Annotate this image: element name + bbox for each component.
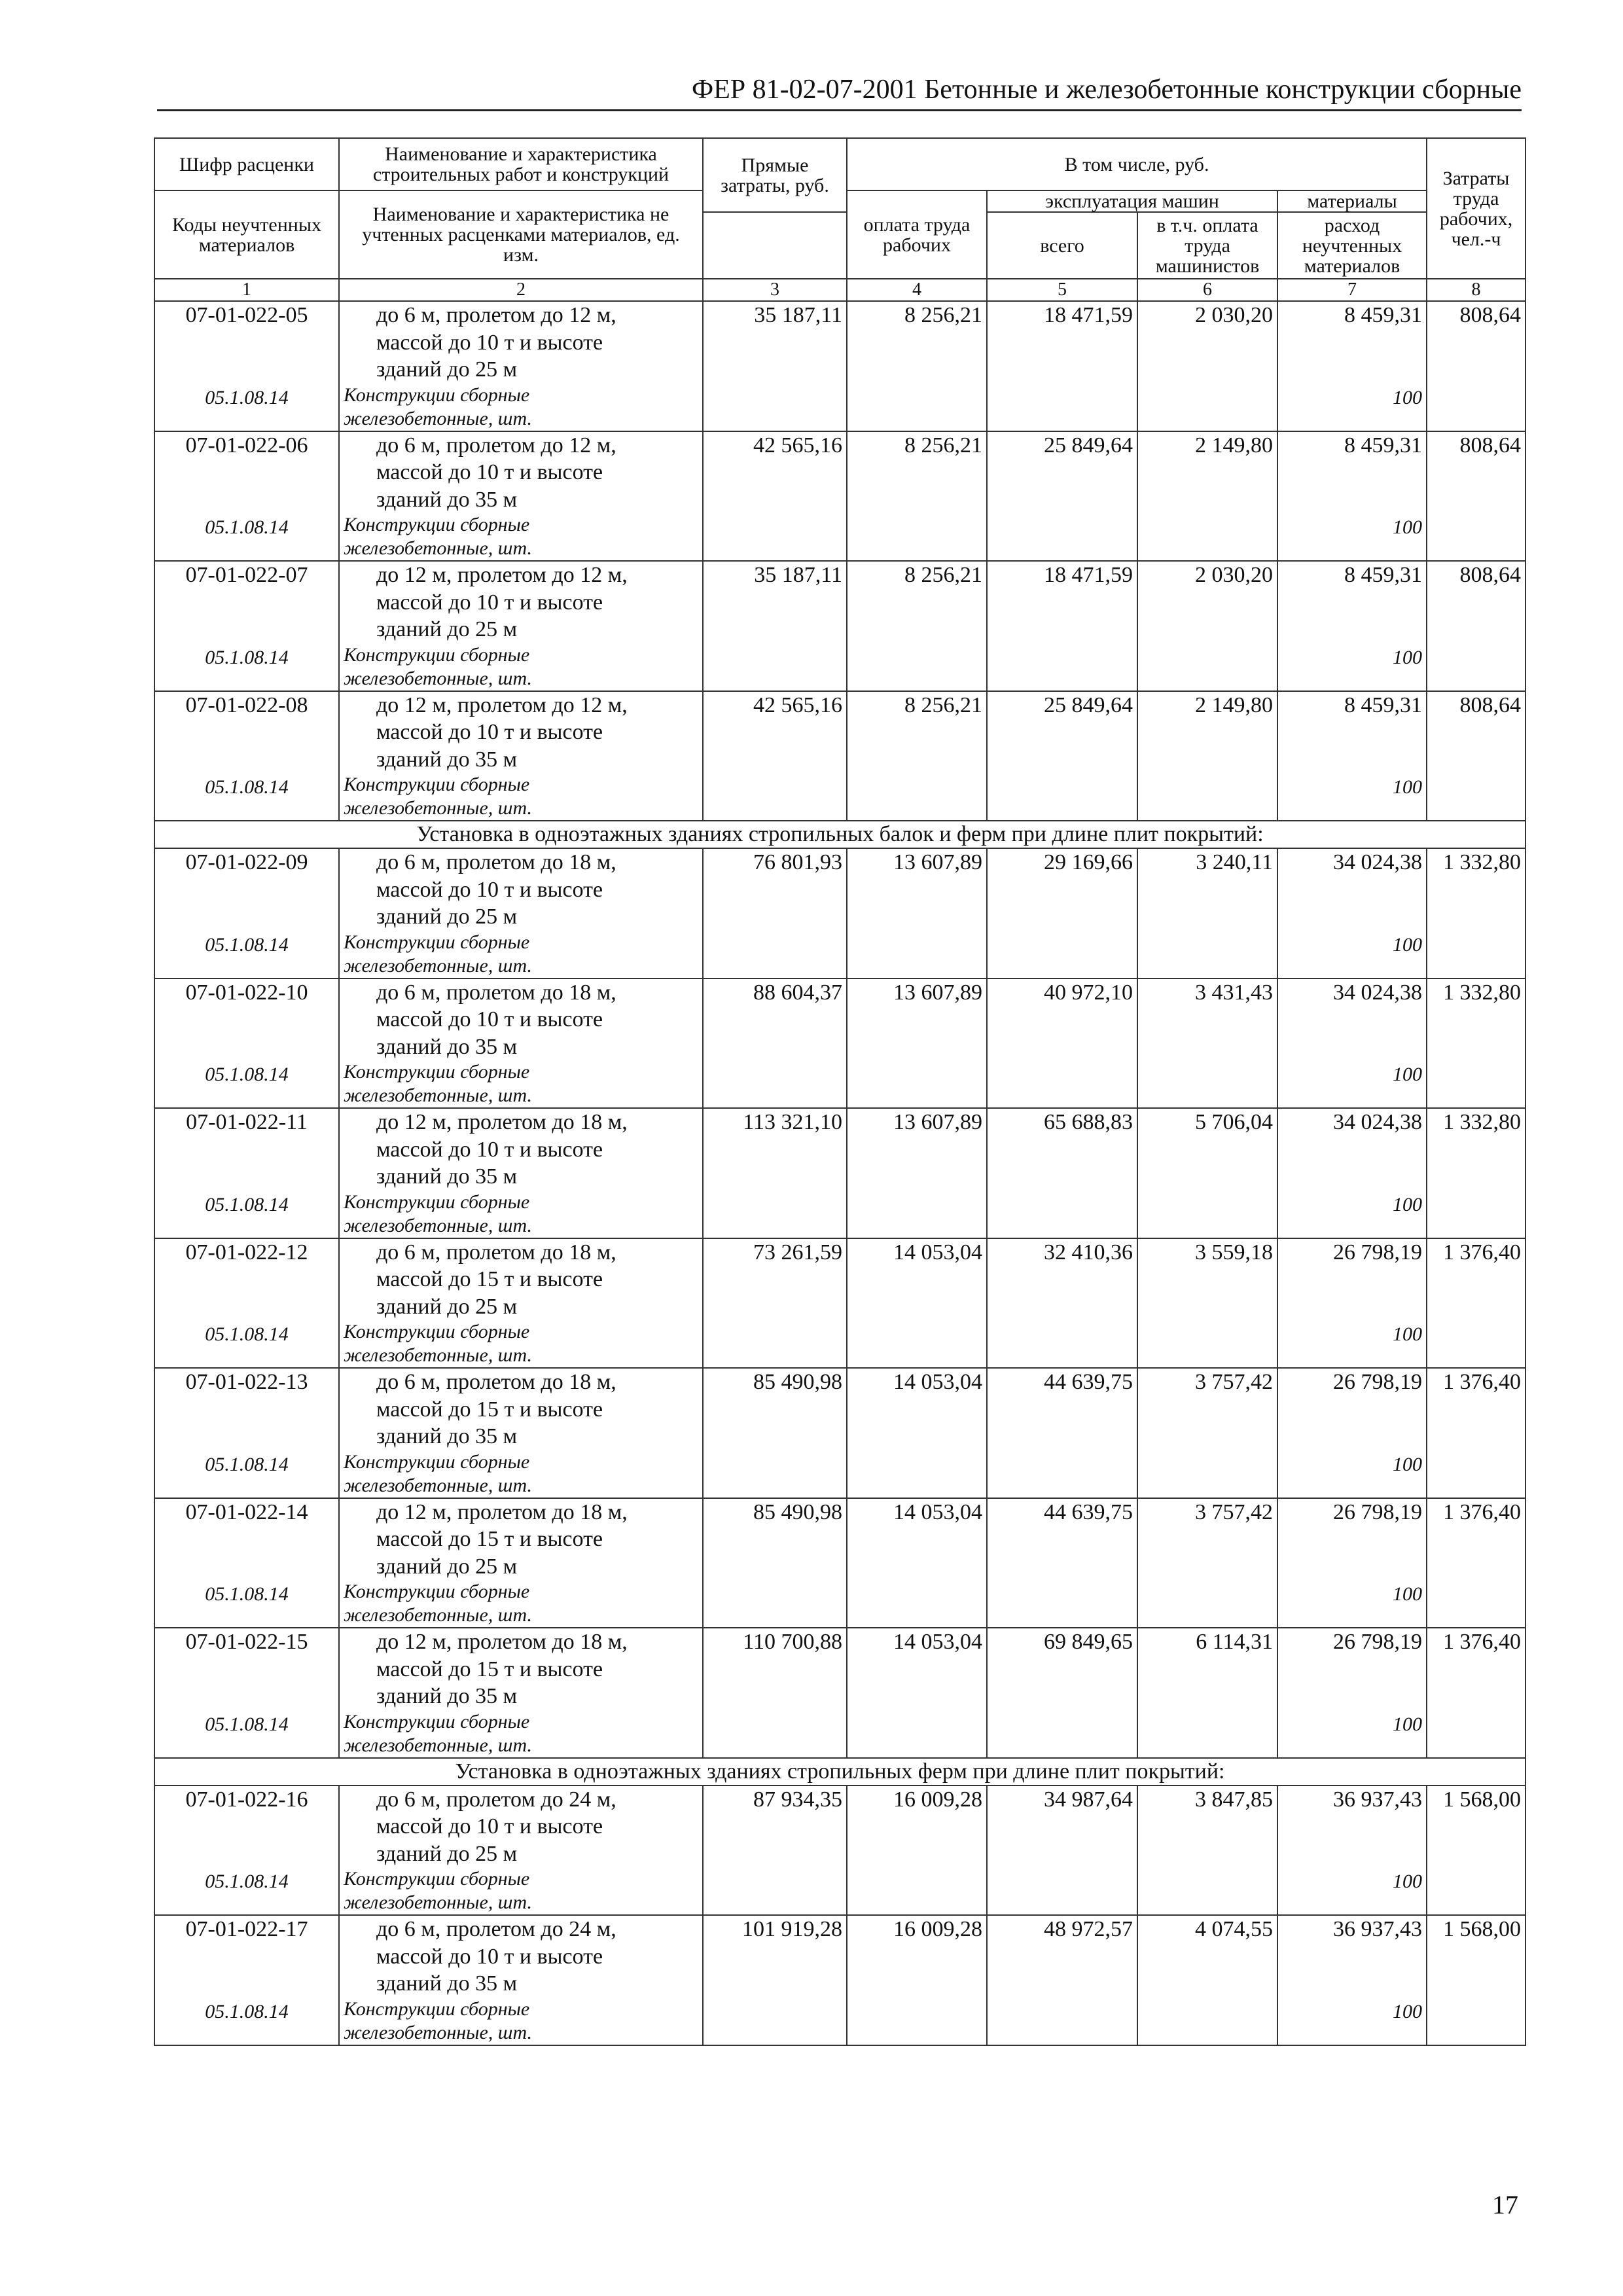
column-numbers: [154, 279, 1525, 301]
labor-costs: 8 256,21: [847, 691, 987, 821]
rate-code-cell: [154, 431, 339, 562]
rate-row: [154, 561, 1525, 691]
machine-costs: 65 688,83: [987, 1108, 1137, 1238]
material-name: Конструкции сборные: [344, 1710, 530, 1732]
rate-name-line: зданий до 25 м: [376, 1554, 518, 1579]
material-name-unit: железобетонные, шт.: [344, 797, 532, 819]
rate-code-cell: [154, 848, 339, 978]
head-unaccounted: расход неучтенных материалов: [1277, 212, 1427, 279]
material-costs-cell: [1277, 691, 1427, 821]
material-code: 05.1.08.14: [205, 2000, 289, 2022]
material-name-unit: железобетонные, шт.: [344, 537, 532, 559]
material-code: 05.1.08.14: [205, 646, 289, 668]
labor-hours: 808,64: [1427, 431, 1525, 562]
operator-costs: 2 149,80: [1137, 691, 1277, 821]
rate-code-cell: [154, 561, 339, 691]
rate-code-cell: [154, 301, 339, 431]
machine-costs: 18 471,59: [987, 301, 1137, 431]
rate-name-line: массой до 15 т и высоте: [376, 1657, 603, 1681]
rate-name-line: зданий до 35 м: [376, 1034, 518, 1059]
head-hours: Затраты труда рабочих, чел.-ч: [1427, 138, 1525, 279]
machine-costs: 32 410,36: [987, 1238, 1137, 1369]
rate-name-line: до 6 м, пролетом до 18 м,: [376, 850, 616, 874]
operator-costs: 4 074,55: [1137, 1915, 1277, 2045]
rate-name-line: до 6 м, пролетом до 12 м,: [376, 303, 616, 327]
col-num-7: 7: [1277, 279, 1427, 301]
labor-hours: 1 332,80: [1427, 848, 1525, 978]
labor-costs: 14 053,04: [847, 1498, 987, 1628]
direct-costs: 73 261,59: [703, 1238, 847, 1369]
material-name: Конструкции сборные: [344, 1061, 530, 1083]
material-name: Конструкции сборные: [344, 1998, 530, 2020]
col-num-4: 4: [847, 279, 987, 301]
material-costs-cell: [1277, 1628, 1427, 1758]
material-costs: 26 798,19: [1333, 1499, 1423, 1524]
material-name: Конструкции сборные: [344, 774, 530, 795]
material-name: Конструкции сборные: [344, 514, 530, 535]
material-quantity: 100: [1393, 1583, 1423, 1605]
material-costs-cell: [1277, 301, 1427, 431]
rate-name-line: до 12 м, пролетом до 18 м,: [376, 1630, 628, 1654]
col-num-8: 8: [1427, 279, 1525, 301]
rate-name-line: до 6 м, пролетом до 12 м,: [376, 433, 616, 457]
rate-name-line: массой до 10 т и высоте: [376, 460, 603, 484]
labor-costs: 16 009,28: [847, 1785, 987, 1916]
rates-table: [154, 137, 1526, 2046]
rate-name-cell: [339, 1915, 703, 2045]
rate-name-cell: [339, 1498, 703, 1628]
direct-costs: 76 801,93: [703, 848, 847, 978]
material-code: 05.1.08.14: [205, 1713, 289, 1735]
head-name: Наименование и характеристика строительных работ и конструкций: [339, 138, 703, 190]
material-quantity: 100: [1393, 1323, 1423, 1345]
rate-name-line: до 6 м, пролетом до 18 м,: [376, 1240, 616, 1265]
material-costs-cell: [1277, 1915, 1427, 2045]
material-code: 05.1.08.14: [205, 933, 289, 956]
material-name-unit: железобетонные, шт.: [344, 1344, 532, 1366]
rate-name-cell: [339, 691, 703, 821]
material-code: 05.1.08.14: [205, 1193, 289, 1215]
rate-name-cell: [339, 1108, 703, 1238]
labor-costs: 13 607,89: [847, 1108, 987, 1238]
labor-costs: 14 053,04: [847, 1238, 987, 1369]
machine-costs: 18 471,59: [987, 561, 1137, 691]
rate-row: [154, 1238, 1525, 1369]
running-header: [157, 75, 1522, 111]
material-quantity: 100: [1393, 1713, 1423, 1735]
operator-costs: 3 757,42: [1137, 1368, 1277, 1498]
material-code: 05.1.08.14: [205, 1871, 289, 1892]
material-name-unit: железобетонные, шт.: [344, 1892, 532, 1913]
col-num-5: 5: [987, 279, 1137, 301]
rate-row: [154, 1915, 1525, 2045]
head-direct: Прямые затраты, руб.: [703, 138, 847, 212]
head-group: В том числе, руб.: [847, 138, 1427, 190]
rate-name-line: массой до 15 т и высоте: [376, 1267, 603, 1291]
material-name-unit: железобетонные, шт.: [344, 1214, 532, 1236]
rate-name-line: массой до 10 т и высоте: [376, 1007, 603, 1031]
direct-costs: 35 187,11: [703, 561, 847, 691]
rate-name-line: зданий до 25 м: [376, 357, 518, 382]
direct-costs: 85 490,98: [703, 1368, 847, 1498]
machine-costs: 44 639,75: [987, 1498, 1137, 1628]
rate-row: [154, 1108, 1525, 1238]
material-name-unit: железобетонные, шт.: [344, 407, 532, 429]
rate-name-cell: [339, 561, 703, 691]
rate-name-line: зданий до 35 м: [376, 1164, 518, 1189]
material-name: Конструкции сборные: [344, 1450, 530, 1473]
rate-row: [154, 1628, 1525, 1758]
rate-name-line: массой до 10 т и высоте: [376, 720, 603, 744]
head-materials: материалы: [1277, 190, 1427, 212]
col-num-2: 2: [339, 279, 703, 301]
rate-name-line: массой до 10 т и высоте: [376, 330, 603, 355]
labor-hours: 1 376,40: [1427, 1628, 1525, 1758]
rate-name-cell: [339, 1368, 703, 1498]
operator-costs: 3 757,42: [1137, 1498, 1277, 1628]
head-mat-name: Наименование и характеристика не учтенных расценками материалов, ед. изм.: [339, 190, 703, 279]
rate-name-line: до 6 м, пролетом до 24 м,: [376, 1917, 616, 1941]
direct-costs: 101 919,28: [703, 1915, 847, 2045]
rate-row: [154, 978, 1525, 1109]
direct-costs: 113 321,10: [703, 1108, 847, 1238]
material-quantity: 100: [1393, 2000, 1423, 2022]
labor-costs: 8 256,21: [847, 431, 987, 562]
rate-code-cell: [154, 1108, 339, 1238]
labor-hours: 1 332,80: [1427, 1108, 1525, 1238]
rate-name-cell: [339, 431, 703, 562]
material-name-unit: железобетонные, шт.: [344, 667, 532, 689]
rate-name-line: зданий до 35 м: [376, 747, 518, 772]
rate-row: [154, 848, 1525, 978]
rate-code-cell: [154, 1915, 339, 2045]
rate-name-line: массой до 15 т и высоте: [376, 1397, 603, 1422]
head-operators: в т.ч. оплата труда машинистов: [1137, 212, 1277, 279]
material-name-unit: железобетонные, шт.: [344, 1474, 532, 1496]
labor-costs: 8 256,21: [847, 301, 987, 431]
material-name: Конструкции сборные: [344, 384, 530, 406]
section-title: Установка в одноэтажных зданиях стропильных ферм при длине плит покрытий:: [154, 1758, 1525, 1785]
head-machine-total: всего: [987, 212, 1137, 279]
machine-costs: 25 849,64: [987, 431, 1137, 562]
operator-costs: 3 847,85: [1137, 1785, 1277, 1916]
rate-name-cell: [339, 301, 703, 431]
material-name: Конструкции сборные: [344, 931, 530, 953]
rate-name-line: зданий до 25 м: [376, 1841, 518, 1866]
material-costs: 8 459,31: [1344, 303, 1423, 327]
rate-row: [154, 301, 1525, 431]
material-quantity: 100: [1393, 386, 1423, 408]
direct-costs: 110 700,88: [703, 1628, 847, 1758]
rate-code-cell: [154, 1368, 339, 1498]
rate-name-line: зданий до 35 м: [376, 1684, 518, 1708]
operator-costs: 3 559,18: [1137, 1238, 1277, 1369]
rate-name-cell: [339, 1628, 703, 1758]
rate-name-line: зданий до 35 м: [376, 1424, 518, 1448]
rate-code: 07-01-022-17: [185, 1917, 308, 1941]
material-quantity: 100: [1393, 1453, 1423, 1475]
rate-name-line: массой до 10 т и высоте: [376, 877, 603, 902]
material-quantity: 100: [1393, 1193, 1423, 1215]
material-code: 05.1.08.14: [205, 776, 289, 798]
direct-costs: 35 187,11: [703, 301, 847, 431]
rate-row: [154, 1368, 1525, 1498]
material-code: 05.1.08.14: [205, 386, 289, 408]
operator-costs: 2 149,80: [1137, 431, 1277, 562]
machine-costs: 40 972,10: [987, 978, 1137, 1109]
material-costs: 26 798,19: [1333, 1370, 1423, 1394]
rate-name-line: до 12 м, пролетом до 12 м,: [376, 692, 628, 717]
rate-code: 07-01-022-16: [185, 1787, 308, 1812]
machine-costs: 48 972,57: [987, 1915, 1137, 2045]
material-costs-cell: [1277, 561, 1427, 691]
material-costs-cell: [1277, 848, 1427, 978]
material-costs-cell: [1277, 431, 1427, 562]
labor-hours: 1 332,80: [1427, 978, 1525, 1109]
machine-costs: 69 849,65: [987, 1628, 1137, 1758]
rate-code-cell: [154, 1498, 339, 1628]
material-costs: 8 459,31: [1344, 692, 1423, 717]
labor-hours: 808,64: [1427, 301, 1525, 431]
operator-costs: 2 030,20: [1137, 561, 1277, 691]
labor-costs: 14 053,04: [847, 1368, 987, 1498]
labor-hours: 1 376,40: [1427, 1498, 1525, 1628]
rate-name-line: зданий до 25 м: [376, 1294, 518, 1319]
rate-code-cell: [154, 1785, 339, 1916]
labor-hours: 808,64: [1427, 561, 1525, 691]
material-quantity: 100: [1393, 646, 1423, 668]
material-costs: 34 024,38: [1333, 1110, 1423, 1134]
labor-costs: 13 607,89: [847, 848, 987, 978]
material-costs: 26 798,19: [1333, 1630, 1423, 1654]
material-quantity: 100: [1393, 1871, 1423, 1892]
rate-name-line: массой до 15 т и высоте: [376, 1527, 603, 1551]
rate-code-cell: [154, 1238, 339, 1369]
rate-name-line: зданий до 25 м: [376, 617, 518, 641]
material-code: 05.1.08.14: [205, 1323, 289, 1345]
material-name: Конструкции сборные: [344, 1581, 530, 1602]
labor-hours: 808,64: [1427, 691, 1525, 821]
rate-code: 07-01-022-07: [185, 563, 308, 587]
rate-code: 07-01-022-14: [185, 1499, 308, 1524]
operator-costs: 3 431,43: [1137, 978, 1277, 1109]
material-name-unit: железобетонные, шт.: [344, 2021, 532, 2043]
rate-code: 07-01-022-13: [185, 1370, 308, 1394]
rate-row: [154, 1498, 1525, 1628]
labor-hours: 1 376,40: [1427, 1238, 1525, 1369]
rate-code-cell: [154, 978, 339, 1109]
rate-code: 07-01-022-06: [185, 433, 308, 457]
material-costs-cell: [1277, 978, 1427, 1109]
material-name-unit: железобетонные, шт.: [344, 1085, 532, 1106]
direct-costs: 42 565,16: [703, 691, 847, 821]
material-quantity: 100: [1393, 933, 1423, 956]
rate-name-line: зданий до 35 м: [376, 1971, 518, 1996]
rate-row: [154, 431, 1525, 562]
labor-hours: 1 568,00: [1427, 1915, 1525, 2045]
material-code: 05.1.08.14: [205, 1064, 289, 1085]
rate-code: 07-01-022-08: [185, 692, 308, 717]
rate-name-line: зданий до 35 м: [376, 487, 518, 512]
section-title: Установка в одноэтажных зданиях стропильных балок и ферм при длине плит покрытий:: [154, 821, 1525, 848]
labor-hours: 1 376,40: [1427, 1368, 1525, 1498]
head-direct-cont: [703, 212, 847, 279]
direct-costs: 87 934,35: [703, 1785, 847, 1916]
rate-name-line: зданий до 25 м: [376, 905, 518, 929]
col-num-1: 1: [154, 279, 339, 301]
material-costs: 8 459,31: [1344, 563, 1423, 587]
machine-costs: 44 639,75: [987, 1368, 1137, 1498]
direct-costs: 85 490,98: [703, 1498, 847, 1628]
material-name-unit: железобетонные, шт.: [344, 1734, 532, 1756]
material-costs: 34 024,38: [1333, 980, 1423, 1005]
machine-costs: 34 987,64: [987, 1785, 1137, 1916]
rate-code-cell: [154, 691, 339, 821]
operator-costs: 3 240,11: [1137, 848, 1277, 978]
rate-code-cell: [154, 1628, 339, 1758]
material-costs-cell: [1277, 1498, 1427, 1628]
direct-costs: 88 604,37: [703, 978, 847, 1109]
rate-name-cell: [339, 848, 703, 978]
material-costs-cell: [1277, 1785, 1427, 1916]
material-quantity: 100: [1393, 1064, 1423, 1085]
rate-code: 07-01-022-09: [185, 850, 308, 874]
material-name-unit: железобетонные, шт.: [344, 1604, 532, 1626]
rate-code: 07-01-022-10: [185, 980, 308, 1005]
section-row: [154, 821, 1525, 848]
col-num-3: 3: [703, 279, 847, 301]
head-mat-code: Коды неучтенных материалов: [154, 190, 339, 279]
material-name: Конструкции сборные: [344, 1868, 530, 1890]
machine-costs: 29 169,66: [987, 848, 1137, 978]
head-code: Шифр расценки: [154, 138, 339, 190]
direct-costs: 42 565,16: [703, 431, 847, 562]
material-code: 05.1.08.14: [205, 1583, 289, 1605]
rate-name-line: массой до 10 т и высоте: [376, 1814, 603, 1839]
material-costs-cell: [1277, 1368, 1427, 1498]
rate-name-line: до 6 м, пролетом до 18 м,: [376, 1370, 616, 1394]
material-code: 05.1.08.14: [205, 516, 289, 538]
rate-code: 07-01-022-15: [185, 1630, 308, 1654]
labor-costs: 8 256,21: [847, 561, 987, 691]
labor-costs: 16 009,28: [847, 1915, 987, 2045]
rate-row: [154, 691, 1525, 821]
rate-name-line: до 12 м, пролетом до 18 м,: [376, 1499, 628, 1524]
material-costs-cell: [1277, 1108, 1427, 1238]
rate-name-line: массой до 10 т и высоте: [376, 1944, 603, 1969]
material-costs: 34 024,38: [1333, 850, 1423, 874]
rate-name-line: до 6 м, пролетом до 18 м,: [376, 980, 616, 1005]
rate-code: 07-01-022-12: [185, 1240, 308, 1265]
material-costs-cell: [1277, 1238, 1427, 1369]
document-title: ФЕР 81-02-07-2001 Бетонные и железобетонные конструкции сборные: [691, 75, 1522, 105]
rate-row: [154, 1785, 1525, 1916]
material-quantity: 100: [1393, 776, 1423, 798]
machine-costs: 25 849,64: [987, 691, 1137, 821]
operator-costs: 5 706,04: [1137, 1108, 1277, 1238]
rate-name-cell: [339, 1238, 703, 1369]
labor-costs: 13 607,89: [847, 978, 987, 1109]
material-costs: 26 798,19: [1333, 1240, 1423, 1265]
section-row: [154, 1758, 1525, 1785]
labor-hours: 1 568,00: [1427, 1785, 1525, 1916]
rate-name-line: до 6 м, пролетом до 24 м,: [376, 1787, 616, 1812]
material-name-unit: железобетонные, шт.: [344, 954, 532, 977]
material-name: Конструкции сборные: [344, 1321, 530, 1342]
rate-name-cell: [339, 978, 703, 1109]
head-labor: оплата труда рабочих: [847, 190, 987, 279]
material-code: 05.1.08.14: [205, 1453, 289, 1475]
page-number: 17: [1492, 2190, 1518, 2219]
rate-code: 07-01-022-05: [185, 303, 308, 327]
material-costs: 36 937,43: [1333, 1787, 1423, 1812]
rate-name-line: массой до 10 т и высоте: [376, 1137, 603, 1162]
rate-code: 07-01-022-11: [186, 1110, 308, 1134]
operator-costs: 6 114,31: [1137, 1628, 1277, 1758]
material-quantity: 100: [1393, 516, 1423, 538]
material-name: Конструкции сборные: [344, 643, 530, 666]
rate-name-line: массой до 10 т и высоте: [376, 590, 603, 615]
head-exploitation: эксплуатация машин: [987, 190, 1277, 212]
rate-name-cell: [339, 1785, 703, 1916]
col-num-6: 6: [1137, 279, 1277, 301]
operator-costs: 2 030,20: [1137, 301, 1277, 431]
rate-name-line: до 12 м, пролетом до 18 м,: [376, 1110, 628, 1134]
material-name: Конструкции сборные: [344, 1191, 530, 1213]
material-costs: 36 937,43: [1333, 1917, 1423, 1941]
rate-name-line: до 12 м, пролетом до 12 м,: [376, 563, 628, 587]
labor-costs: 14 053,04: [847, 1628, 987, 1758]
material-costs: 8 459,31: [1344, 433, 1423, 457]
